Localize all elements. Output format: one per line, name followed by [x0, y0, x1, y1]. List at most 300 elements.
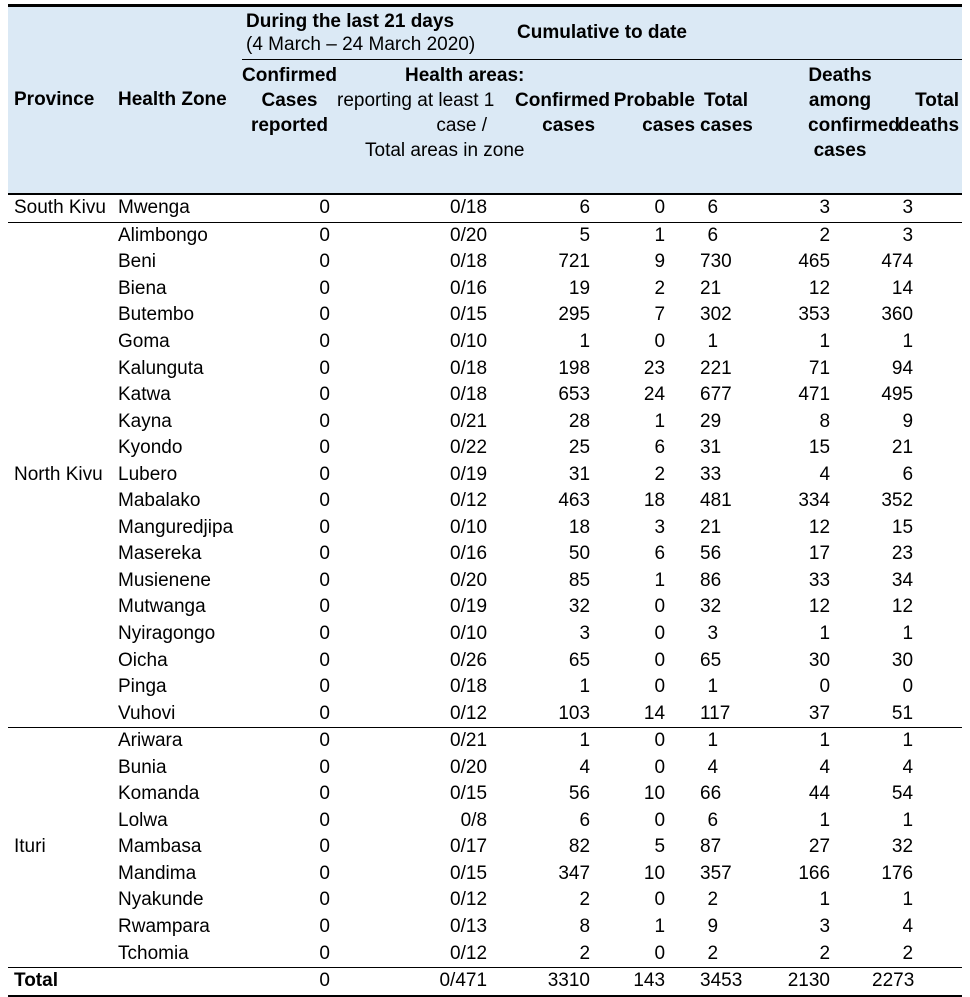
cell-total-cases: 6	[707, 809, 719, 831]
cell-confirmed-reported: 0	[319, 251, 330, 273]
cell-deaths-confirmed: 334	[798, 490, 831, 512]
cell-probable-cases: 10	[643, 783, 666, 805]
cell-confirmed-cases: 56	[568, 783, 591, 805]
cell-confirmed-cases: 82	[568, 836, 591, 858]
cell-confirmed-reported: 0	[319, 277, 330, 299]
cell-health-zone: Alimbongo	[118, 224, 208, 246]
cell-health-areas: 0/15	[450, 783, 488, 805]
cell-health-zone: Lubero	[118, 463, 178, 485]
table-row	[8, 461, 962, 488]
cell-confirmed-cases: 5	[579, 224, 591, 246]
cell-health-areas: 0/21	[450, 730, 488, 752]
cell-probable-cases: 0	[654, 596, 666, 618]
cell-total-cases: 1	[707, 331, 719, 352]
cell-health-areas: 0/12	[450, 942, 488, 964]
cell-confirmed-cases: 3	[579, 623, 591, 645]
cell-total-cases: 3	[707, 623, 719, 645]
cell-total-deaths: 54	[891, 783, 914, 805]
cell-probable-cases: 0	[654, 889, 666, 911]
cell-confirmed-cases: 50	[568, 543, 591, 565]
header-line: cases	[642, 115, 696, 136]
cell-health-zone: Mambasa	[118, 836, 202, 858]
cell-total-deaths: 32	[891, 836, 914, 858]
cell-health-areas: 0/19	[450, 596, 488, 618]
cell-health-areas: 0/19	[450, 463, 488, 485]
cell-confirmed-reported: 0	[319, 623, 330, 645]
cell-probable-cases: 1	[654, 916, 666, 938]
cell-total-cases: 56	[700, 543, 722, 565]
cell-total-label: Total	[14, 970, 58, 992]
cell-confirmed-reported: 0	[319, 304, 330, 326]
cell-total-deaths: 23	[891, 543, 914, 565]
cell-deaths-confirmed: 15	[808, 437, 831, 459]
cell-health-areas: 0/20	[450, 224, 488, 246]
cell-confirmed-reported: 0	[319, 463, 330, 485]
cell-confirmed-cases: 65	[568, 649, 591, 671]
cell-confirmed-cases: 31	[568, 463, 591, 485]
cell-total-cases: 221	[700, 357, 732, 379]
header-line: reporting at least 1	[337, 90, 495, 111]
cell-health-zone: Musienene	[118, 569, 211, 591]
cell-health-zone: Komanda	[118, 783, 200, 805]
cell-total-deaths: 94	[891, 357, 914, 379]
cell-confirmed-reported: 0	[319, 916, 330, 938]
table-row	[8, 594, 962, 621]
cell-confirmed-cases: 18	[568, 516, 591, 538]
cell-province: Ituri	[14, 836, 46, 858]
cell-health-areas: 0/21	[450, 410, 488, 432]
cell-total-confirmed-reported: 0	[319, 970, 330, 992]
cell-total-deaths: 1	[902, 730, 914, 752]
cell-health-areas: 0/22	[450, 437, 488, 459]
cell-probable-cases: 18	[643, 490, 666, 512]
cell-total-cases: 2	[707, 942, 719, 964]
table-row	[8, 408, 962, 435]
cell-confirmed-cases: 85	[568, 569, 591, 591]
cell-total-cases: 87	[700, 836, 722, 858]
cell-health-zone: Kayna	[118, 410, 172, 432]
cell-probable-cases: 9	[654, 251, 666, 273]
cell-total-cases: 86	[700, 569, 722, 591]
cell-total-cases: 6	[707, 224, 719, 246]
cell-total-cases: 21	[700, 516, 722, 538]
cell-deaths-confirmed: 8	[819, 410, 831, 432]
cell-confirmed-cases: 198	[558, 357, 591, 379]
cell-health-areas: 0/20	[450, 569, 488, 591]
table-row	[8, 861, 962, 888]
table-row	[8, 222, 962, 249]
cell-health-areas: 0/18	[450, 357, 488, 379]
cell-confirmed-reported: 0	[319, 197, 330, 219]
cell-total-cases: 481	[700, 490, 732, 512]
cell-confirmed-reported: 0	[319, 676, 330, 698]
cell-health-zone: Manguredjipa	[118, 516, 234, 538]
cell-confirmed-reported: 0	[319, 437, 330, 459]
cell-deaths-confirmed: 4	[819, 463, 831, 485]
cell-total-deaths: 1	[902, 889, 914, 911]
cell-probable-cases: 2	[654, 277, 666, 299]
table-row	[8, 515, 962, 542]
cell-health-zone: Butembo	[118, 304, 195, 326]
cell-total-deaths: 15	[891, 516, 914, 538]
cell-total-deaths: 495	[881, 384, 914, 406]
cell-probable-cases: 0	[654, 942, 666, 964]
cell-total-cases: 677	[700, 384, 732, 406]
cell-deaths-confirmed: 12	[808, 596, 831, 618]
group-header-cumulative: Cumulative to date	[515, 6, 962, 60]
cell-confirmed-cases: 8	[579, 916, 591, 938]
header-line: cases	[542, 115, 596, 136]
cell-total-deaths: 3	[902, 197, 914, 219]
cell-total-deaths: 30	[891, 649, 914, 671]
cell-health-areas: 0/10	[450, 623, 488, 645]
cell-probable-cases: 0	[654, 623, 666, 645]
cell-total-cases: 31	[700, 437, 722, 459]
cell-confirmed-reported: 0	[319, 490, 330, 512]
cell-probable-cases: 0	[654, 809, 666, 831]
cell-health-areas: 0/18	[450, 676, 488, 698]
group-header-date-range: (4 March – 24 March 2020)	[246, 34, 476, 55]
cell-confirmed-reported: 0	[319, 410, 330, 432]
cell-health-areas: 0/12	[450, 490, 488, 512]
cell-health-zone: Beni	[118, 251, 157, 273]
table-row	[8, 302, 962, 329]
cell-total-cases: 9	[707, 916, 719, 938]
cell-probable-cases: 0	[654, 730, 666, 752]
cell-health-zone: Nyiragongo	[118, 623, 216, 645]
cell-confirmed-cases: 19	[568, 277, 591, 299]
table-row	[8, 276, 962, 303]
table-row	[8, 621, 962, 648]
cell-total-cases: 1	[707, 676, 719, 698]
cell-confirmed-cases: 295	[558, 304, 591, 326]
cell-health-zone: Biena	[118, 277, 167, 299]
cell-province: North Kivu	[14, 463, 103, 485]
cell-health-zone: Lolwa	[118, 809, 168, 831]
cell-total-cases: 1	[707, 730, 719, 752]
cell-probable-cases: 5	[654, 836, 666, 858]
cell-total-deaths: 21	[891, 437, 914, 459]
cell-province: South Kivu	[14, 197, 106, 219]
cell-total-deaths: 176	[881, 862, 914, 884]
cell-total-cases: 730	[700, 251, 732, 273]
table-row	[8, 541, 962, 568]
cell-total-probable-cases: 143	[633, 970, 666, 992]
cell-deaths-confirmed: 33	[808, 569, 831, 591]
cell-health-areas: 0/16	[450, 543, 488, 565]
cell-confirmed-cases: 653	[558, 384, 591, 406]
cell-health-areas: 0/17	[450, 836, 488, 858]
header-line: Total	[915, 90, 960, 111]
col-header-total-cases	[700, 60, 753, 195]
cell-probable-cases: 7	[654, 304, 666, 326]
cell-health-areas: 0/15	[450, 304, 488, 326]
cell-probable-cases: 0	[654, 676, 666, 698]
table-row	[8, 754, 962, 781]
cell-total-deaths: 14	[891, 277, 914, 299]
cell-deaths-confirmed: 1	[819, 730, 831, 752]
table-row	[8, 781, 962, 808]
cell-total-cases: 6	[707, 197, 719, 219]
group-header-last-21-days	[242, 6, 515, 60]
col-header-deaths-among-confirmed	[750, 60, 900, 195]
cell-total-cases: 302	[700, 304, 732, 326]
cell-deaths-confirmed: 1	[819, 331, 831, 352]
cell-confirmed-reported: 0	[319, 756, 330, 778]
header-line: case /	[436, 115, 488, 136]
cell-deaths-confirmed: 1	[819, 809, 831, 831]
header-line: cases	[700, 115, 753, 136]
cell-total-cases: 33	[700, 463, 722, 485]
table-row	[8, 808, 962, 835]
table-row	[8, 727, 962, 754]
cell-total-total-cases: 3453	[700, 970, 743, 992]
cell-confirmed-cases: 1	[579, 676, 591, 698]
cell-confirmed-reported: 0	[319, 596, 330, 618]
cell-health-zone: Kalunguta	[118, 357, 204, 379]
cell-probable-cases: 1	[654, 224, 666, 246]
cell-total-deaths: 4	[902, 916, 914, 938]
header-line: reported	[250, 115, 329, 136]
header-line: among	[808, 90, 872, 111]
cell-total-cases: 21	[700, 277, 722, 299]
cell-deaths-confirmed: 1	[819, 623, 831, 645]
table-row	[8, 887, 962, 914]
col-header-confirmed-cases-reported	[242, 60, 337, 195]
table-header	[8, 6, 962, 195]
table-row	[8, 355, 962, 382]
cell-deaths-confirmed: 3	[819, 197, 831, 219]
cell-health-zone: Pinga	[118, 676, 167, 698]
cell-total-cases: 32	[700, 596, 722, 618]
cell-total-deaths: 4	[902, 756, 914, 778]
cell-total-deaths: 1	[902, 331, 914, 352]
cell-health-zone: Mabalako	[118, 490, 201, 512]
header-line: cases	[813, 140, 867, 161]
cell-deaths-confirmed: 166	[798, 862, 831, 884]
cell-health-zone: Mutwanga	[118, 596, 206, 618]
cell-health-areas: 0/15	[450, 862, 488, 884]
cell-probable-cases: 1	[654, 569, 666, 591]
table-row	[8, 249, 962, 276]
cell-deaths-confirmed: 465	[798, 251, 831, 273]
cell-health-areas: 0/16	[450, 277, 488, 299]
cell-health-areas: 0/10	[450, 516, 488, 538]
header-group-row	[8, 6, 962, 60]
cell-probable-cases: 3	[654, 516, 666, 538]
cell-total-deaths: 51	[891, 702, 914, 724]
cell-confirmed-cases: 4	[579, 756, 591, 778]
cell-health-zone: Bunia	[118, 756, 167, 778]
cell-confirmed-reported: 0	[319, 783, 330, 805]
table-row	[8, 674, 962, 701]
cell-total-health-areas: 0/471	[439, 970, 488, 992]
cell-health-areas: 0/18	[450, 197, 488, 219]
cell-deaths-confirmed: 30	[808, 649, 831, 671]
header-line: deaths	[897, 115, 960, 136]
cell-confirmed-reported: 0	[319, 836, 330, 858]
cell-confirmed-reported: 0	[319, 862, 330, 884]
cell-deaths-confirmed: 353	[798, 304, 831, 326]
cell-health-zone: Vuhovi	[118, 702, 176, 724]
cell-health-areas: 0/8	[460, 809, 488, 831]
cell-confirmed-reported: 0	[319, 889, 330, 911]
group-header-title: During the last 21 days	[246, 11, 455, 32]
cell-health-zone: Masereka	[118, 543, 202, 565]
table-row	[8, 914, 962, 941]
cell-confirmed-reported: 0	[319, 569, 330, 591]
header-line: Cases	[261, 90, 318, 111]
cell-deaths-confirmed: 37	[808, 702, 831, 724]
cell-deaths-confirmed: 71	[808, 357, 831, 379]
header-line: confirmed	[808, 115, 900, 136]
cell-probable-cases: 0	[654, 197, 666, 219]
cell-probable-cases: 14	[643, 702, 666, 724]
cell-total-cases: 66	[700, 783, 722, 805]
cell-health-areas: 0/13	[450, 916, 488, 938]
col-header-probable-cases	[597, 60, 700, 195]
cell-health-zone: Oicha	[118, 649, 168, 671]
cell-health-areas: 0/12	[450, 889, 488, 911]
table-row	[8, 194, 962, 222]
cell-health-zone: Mwenga	[118, 197, 190, 219]
cell-confirmed-cases: 2	[579, 942, 591, 964]
cell-confirmed-reported: 0	[319, 649, 330, 671]
cell-total-cases: 65	[700, 649, 722, 671]
table-row	[8, 382, 962, 409]
cell-probable-cases: 2	[654, 463, 666, 485]
cell-total-cases: 357	[700, 862, 732, 884]
cell-confirmed-reported: 0	[319, 224, 330, 246]
cell-deaths-confirmed: 2	[819, 224, 831, 246]
cell-deaths-confirmed: 471	[798, 384, 831, 406]
col-header-confirmed-cases	[515, 60, 611, 195]
cell-health-areas: 0/12	[450, 702, 488, 724]
cell-deaths-confirmed: 12	[808, 277, 831, 299]
cell-confirmed-cases: 25	[568, 437, 591, 459]
cell-total-cases: 4	[707, 756, 719, 778]
cell-health-zone: Mandima	[118, 862, 197, 884]
cell-total-deaths-confirmed: 2130	[787, 970, 831, 992]
cell-total-confirmed-cases: 3310	[547, 970, 591, 992]
cell-confirmed-cases: 6	[579, 197, 591, 219]
cell-probable-cases: 0	[654, 331, 666, 352]
cell-confirmed-cases: 463	[558, 490, 591, 512]
cell-health-zone: Rwampara	[118, 916, 210, 938]
cell-confirmed-cases: 6	[579, 809, 591, 831]
cell-confirmed-reported: 0	[319, 543, 330, 565]
cell-health-zone: Ariwara	[118, 730, 183, 752]
cell-total-deaths: 2	[902, 942, 914, 964]
cell-confirmed-cases: 1	[579, 331, 591, 352]
cell-total-deaths: 1	[902, 809, 914, 831]
cell-total-deaths: 9	[902, 410, 914, 432]
cell-probable-cases: 10	[643, 862, 666, 884]
cell-health-zone: Tchomia	[118, 942, 189, 964]
cell-deaths-confirmed: 4	[819, 756, 831, 778]
total-row	[8, 967, 962, 996]
header-line: Confirmed	[515, 90, 611, 111]
cell-deaths-confirmed: 0	[819, 676, 831, 698]
table-row	[8, 488, 962, 515]
table-row	[8, 568, 962, 595]
header-line: Total	[704, 90, 749, 111]
cell-confirmed-reported: 0	[319, 809, 330, 831]
cell-health-areas: 0/26	[450, 649, 488, 671]
col-header-health-areas	[337, 60, 525, 195]
col-header-health-zone: Health Zone	[118, 89, 227, 110]
cell-total-deaths: 0	[902, 676, 914, 698]
table-row	[8, 329, 962, 356]
cell-confirmed-reported: 0	[319, 357, 330, 379]
table-row	[8, 435, 962, 462]
cell-health-areas: 0/18	[450, 251, 488, 273]
cell-confirmed-cases: 721	[558, 251, 591, 273]
cell-probable-cases: 6	[654, 543, 666, 565]
cell-health-zone: Katwa	[118, 384, 171, 406]
table-row	[8, 700, 962, 727]
header-line: Total areas in zone	[365, 140, 525, 161]
table-row	[8, 647, 962, 674]
cell-health-areas: 0/20	[450, 756, 488, 778]
cell-total-cases: 117	[700, 702, 731, 724]
cell-probable-cases: 6	[654, 437, 666, 459]
cell-probable-cases: 0	[654, 756, 666, 778]
cell-confirmed-reported: 0	[319, 702, 330, 724]
table-body	[8, 194, 962, 967]
cell-deaths-confirmed: 44	[808, 783, 831, 805]
cell-confirmed-cases: 28	[568, 410, 591, 432]
cell-confirmed-reported: 0	[319, 516, 330, 538]
cell-total-deaths: 360	[881, 304, 914, 326]
cell-total-deaths: 34	[891, 569, 914, 591]
cell-total-deaths: 1	[902, 623, 914, 645]
cell-total-deaths: 3	[902, 224, 914, 246]
cell-confirmed-cases: 32	[568, 596, 591, 618]
cell-confirmed-cases: 347	[558, 862, 591, 884]
cell-total-deaths: 474	[881, 251, 914, 273]
cell-health-zone: Kyondo	[118, 437, 183, 459]
table-row	[8, 834, 962, 861]
cell-deaths-confirmed: 27	[808, 836, 831, 858]
header-line: Deaths	[808, 65, 872, 86]
cell-deaths-confirmed: 12	[808, 516, 831, 538]
cell-total-deaths: 6	[902, 463, 914, 485]
ebola-situation-table	[8, 4, 962, 997]
cell-health-areas: 0/10	[450, 331, 488, 352]
cell-total-total-deaths: 2273	[872, 970, 915, 992]
cell-deaths-confirmed: 17	[808, 543, 831, 565]
col-header-province: Province	[14, 89, 95, 110]
cell-total-cases: 29	[700, 410, 722, 432]
cell-total-cases: 2	[707, 889, 719, 911]
cell-confirmed-reported: 0	[319, 730, 330, 752]
cell-probable-cases: 23	[643, 357, 666, 379]
cell-confirmed-reported: 0	[319, 384, 330, 406]
cell-deaths-confirmed: 1	[819, 889, 831, 911]
cell-probable-cases: 0	[654, 649, 666, 671]
cell-total-deaths: 352	[881, 490, 914, 512]
cell-confirmed-reported: 0	[319, 331, 330, 352]
cell-total-deaths: 12	[891, 596, 914, 618]
header-line: Confirmed	[242, 65, 337, 86]
cell-confirmed-reported: 0	[319, 942, 330, 964]
cell-health-zone: Nyakunde	[118, 889, 204, 911]
cell-confirmed-cases: 1	[579, 730, 591, 752]
cell-confirmed-cases: 2	[579, 889, 591, 911]
header-line: Health areas:	[405, 65, 525, 86]
cell-deaths-confirmed: 3	[819, 916, 831, 938]
